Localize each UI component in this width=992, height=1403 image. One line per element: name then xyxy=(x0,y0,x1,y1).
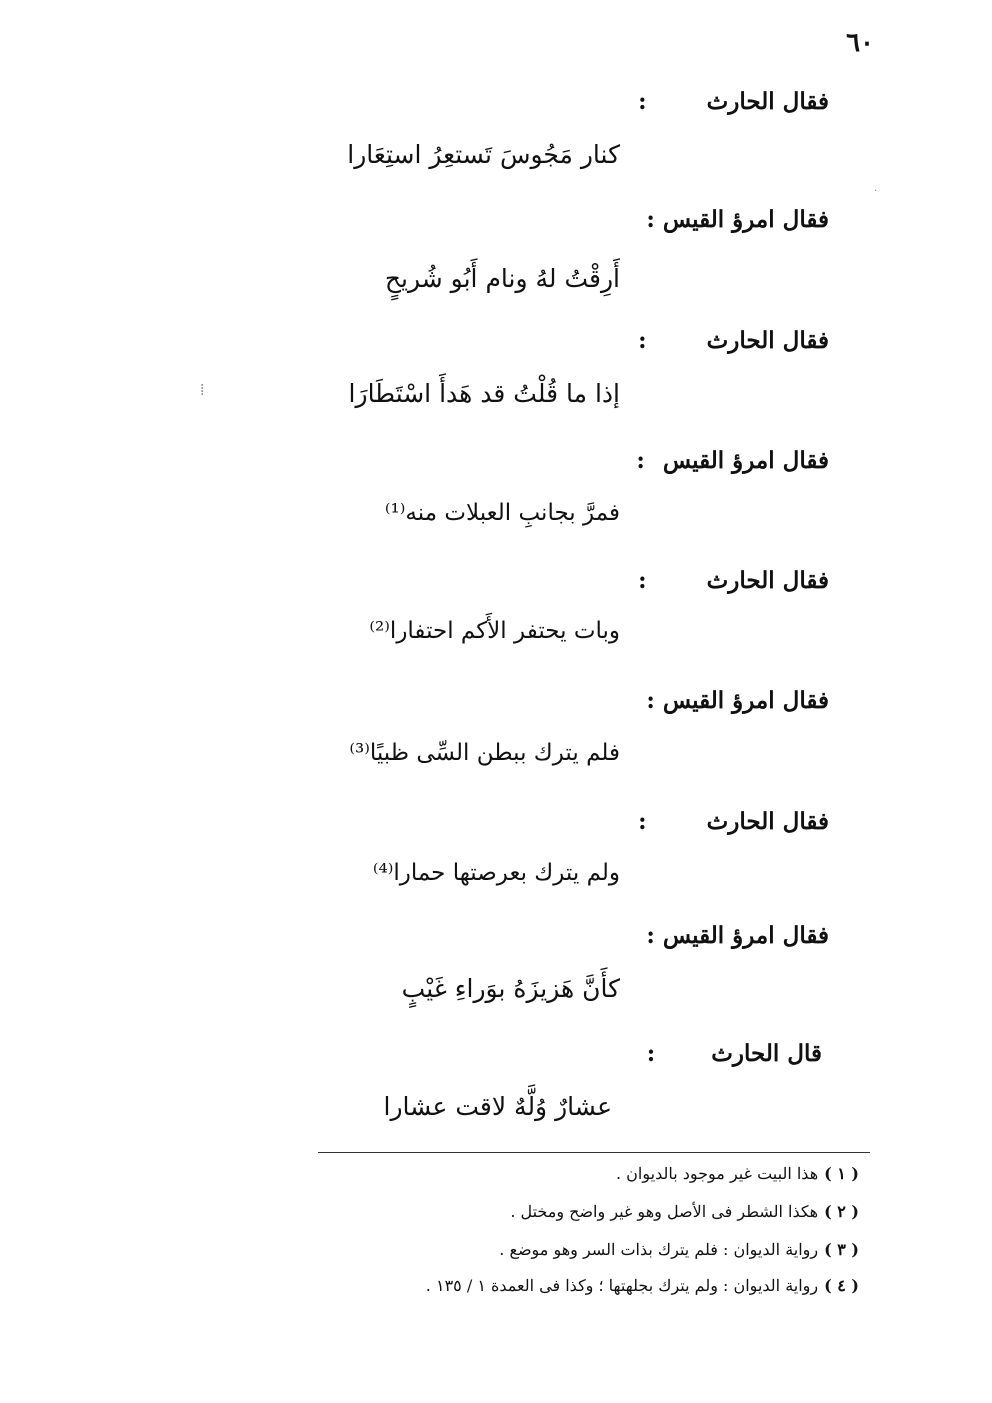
verse-line: فمرَّ بجانبِ العبلات منه⁽¹⁾ xyxy=(384,500,620,526)
footnote-number: ( ٤ ) xyxy=(824,1276,859,1295)
speaker-colon: : xyxy=(646,687,655,714)
footnote-text: هذا البيت غير موجود بالديوان . xyxy=(615,1164,819,1183)
speaker-imru-al-qays xyxy=(646,206,829,233)
verse-line: عشارٌ وُلَّهٌ لاقت عشارا xyxy=(383,1092,612,1121)
speaker-colon: : xyxy=(646,206,655,233)
scan-speck: · xyxy=(874,186,878,197)
footnote xyxy=(499,1240,859,1259)
speaker-colon: : xyxy=(638,808,647,835)
footnote-text: هكذا الشطر فى الأصل وهو غير واضح ومختل . xyxy=(510,1202,819,1221)
verse-line: فلم يترك ببطن السِّى ظبيًا⁽³⁾ xyxy=(349,740,620,766)
footnote xyxy=(510,1202,859,1221)
scan-speck: ⁞ xyxy=(200,380,205,399)
page-number: ٦٠ xyxy=(846,28,874,58)
speaker-name: فقال امرؤ القيس xyxy=(662,922,829,949)
speaker-colon: : xyxy=(638,88,647,115)
speaker-imru-al-qays xyxy=(636,447,829,474)
speaker-colon: : xyxy=(638,327,647,354)
speaker-colon: : xyxy=(646,922,655,949)
speaker-colon: : xyxy=(636,447,645,474)
speaker-harith xyxy=(638,327,829,354)
footnote-number: ( ٢ ) xyxy=(824,1202,859,1221)
speaker-name: فقال الحارث xyxy=(706,567,829,594)
verse-line: كأَنَّ هَزيزَهُ بوَراءِ غَيْبٍ xyxy=(401,974,620,1003)
speaker-harith xyxy=(638,567,829,594)
speaker-imru-al-qays xyxy=(646,922,829,949)
footnote xyxy=(426,1276,859,1295)
footnote-number: ( ١ ) xyxy=(824,1164,859,1183)
footnote xyxy=(616,1164,859,1183)
speaker-harith xyxy=(638,88,829,115)
verse-line: إذا ما قُلْتُ قد هَدأَ اسْتَطَارَا xyxy=(348,379,620,408)
footnote-separator xyxy=(318,1152,870,1153)
verse-line: أَرِقْتُ لهُ ونام أَبُو شُريحٍ xyxy=(384,264,620,293)
verse-line: وبات يحتفر الأَكم احتفارا⁽²⁾ xyxy=(369,618,620,644)
speaker-name: فقال الحارث xyxy=(706,88,829,115)
verse-line: كنار مَجُوسَ تَستعِرُ استِعَارا xyxy=(347,140,620,169)
speaker-harith xyxy=(647,1040,822,1067)
footnote-number: ( ٣ ) xyxy=(824,1240,859,1259)
speaker-name: فقال امرؤ القيس xyxy=(662,447,829,474)
verse-line: ولم يترك بعرصتها حمارا⁽⁴⁾ xyxy=(372,860,620,886)
speaker-name: فقال امرؤ القيس xyxy=(662,687,829,714)
speaker-name: فقال الحارث xyxy=(706,808,829,835)
speaker-name: قال الحارث xyxy=(711,1040,822,1067)
speaker-name: فقال الحارث xyxy=(706,327,829,354)
footnote-text: رواية الديوان : فلم يترك بذات السر وهو موضع . xyxy=(499,1240,819,1259)
speaker-imru-al-qays xyxy=(646,687,829,714)
speaker-colon: : xyxy=(638,567,647,594)
speaker-harith xyxy=(638,808,829,835)
speaker-name: فقال امرؤ القيس xyxy=(662,206,829,233)
footnote-text: رواية الديوان : ولم يترك بجلهتها ؛ وكذا فى العمدة ١ / ١٣٥ . xyxy=(425,1276,819,1295)
speaker-colon: : xyxy=(646,1040,656,1067)
